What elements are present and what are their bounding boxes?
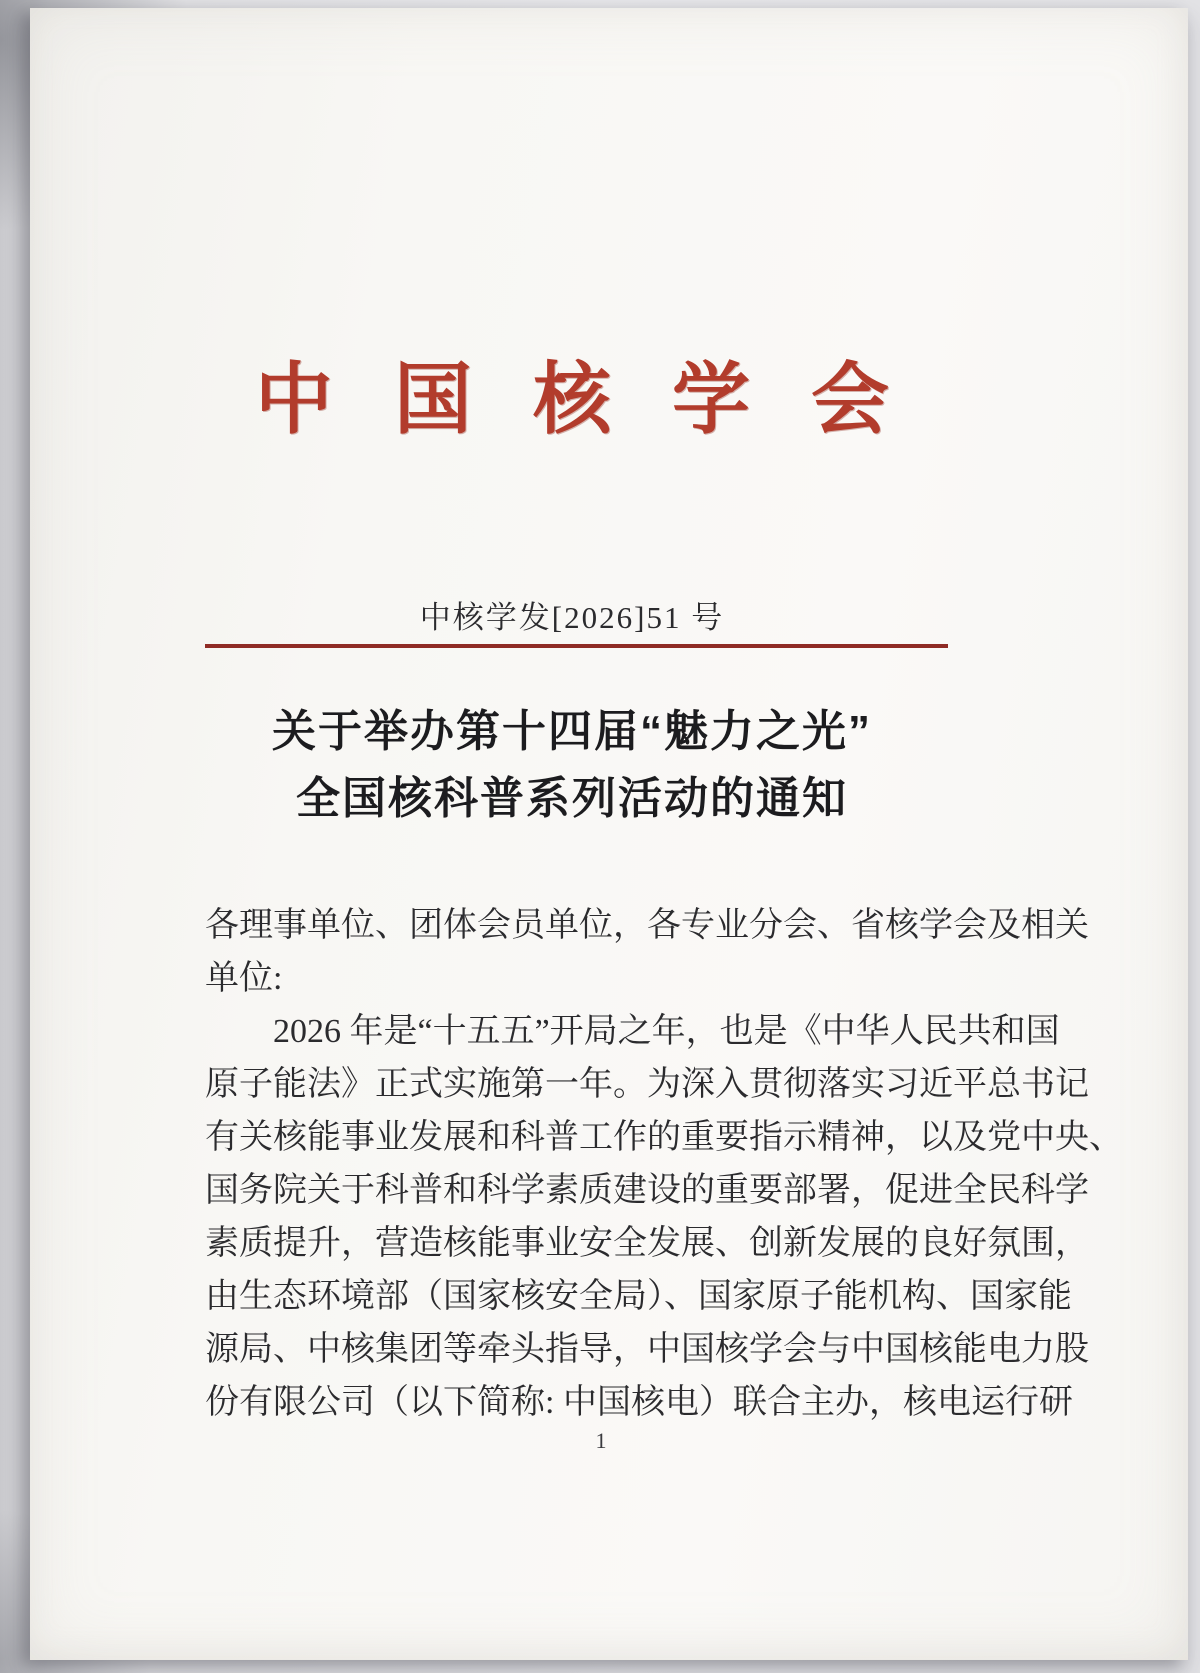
document-title bbox=[30, 698, 1114, 832]
salutation-line: 各理事单位、团体会员单位，各专业分会、省核学会及相关 bbox=[205, 907, 1089, 944]
body-line: 2026 年是“十五五”开局之年，也是《中华人民共和国 bbox=[273, 1013, 1060, 1050]
body-line: 有关核能事业发展和科普工作的重要指示精神，以及党中央、 bbox=[205, 1119, 1123, 1156]
page-number: 1 bbox=[595, 1428, 607, 1453]
document-title-line-2: 全国核科普系列活动的通知 bbox=[296, 774, 848, 823]
body-line: 源局、中核集团等牵头指导，中国核学会与中国核能电力股 bbox=[205, 1331, 1089, 1368]
document-body bbox=[205, 899, 1123, 1429]
document-title-line-1: 关于举办第十四届“魅力之光” bbox=[272, 707, 872, 756]
document-number: 中核学发[2026]51 号 bbox=[419, 600, 725, 635]
body-line: 素质提升，营造核能事业安全发展、创新发展的良好氛围， bbox=[205, 1225, 1089, 1262]
body-line: 由生态环境部（国家核安全局）、国家原子能机构、国家能 bbox=[205, 1278, 1072, 1315]
body-line: 国务院关于科普和科学素质建设的重要部署，促进全民科学 bbox=[205, 1172, 1089, 1209]
org-name-header: 中国核学会 bbox=[254, 356, 950, 443]
body-line: 份有限公司（以下简称: 中国核电）联合主办，核电运行研 bbox=[205, 1384, 1073, 1421]
salutation-line: 单位: bbox=[205, 960, 283, 997]
body-line: 原子能法》正式实施第一年。为深入贯彻落实习近平总书记 bbox=[205, 1066, 1089, 1103]
document-page bbox=[30, 8, 1188, 1660]
red-divider-rule bbox=[205, 644, 948, 648]
